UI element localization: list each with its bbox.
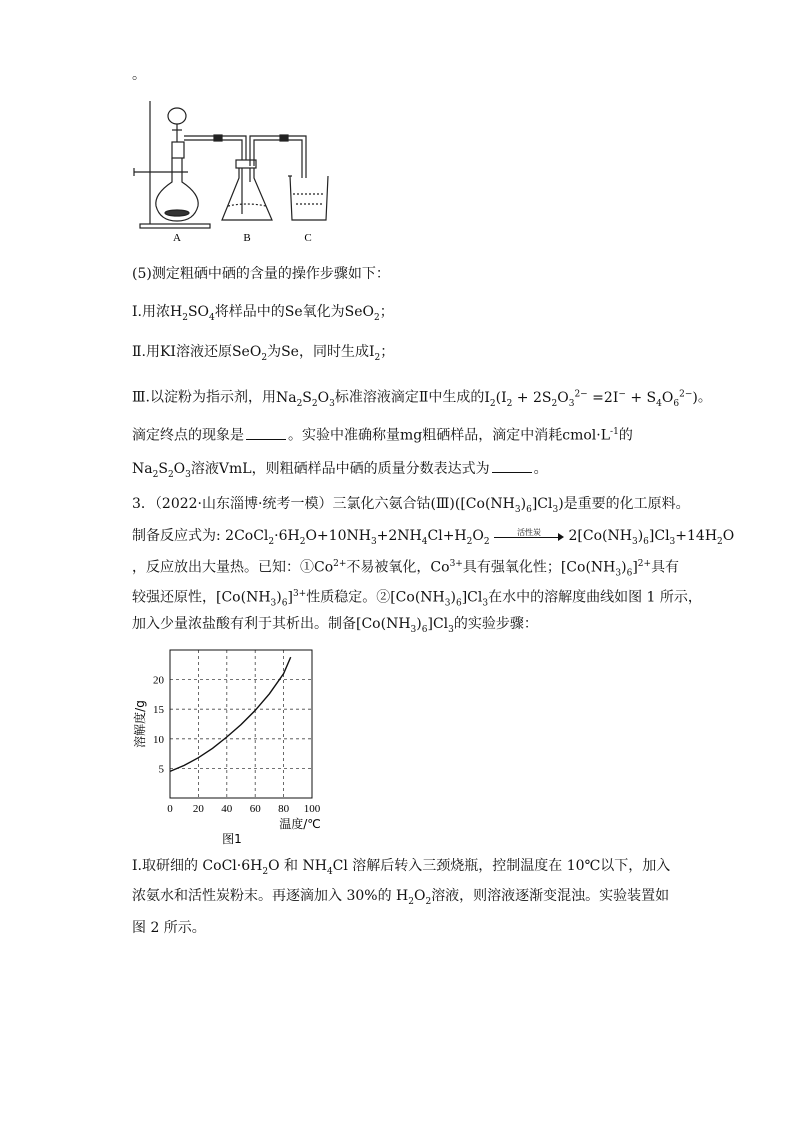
q3-step2: 浓氨水和活性炭粉末。再逐滴加入 30%的 $H_2O_2$溶液，则溶液逐渐变混浊。实验装置如	[132, 888, 670, 907]
q5-heading: (5)测定粗硒中硒的含量的操作步骤如下：	[132, 266, 390, 282]
answer-blank[interactable]	[492, 458, 532, 473]
label-a: A	[173, 232, 181, 244]
x-tick-label: 0	[167, 803, 173, 815]
q5-line5: $Na_2S_2O_3$溶液VmL，则粗硒样品中硒的质量分数表达式为 。	[132, 458, 548, 485]
x-tick-label: 60	[249, 803, 261, 815]
top-mark: 。	[132, 67, 146, 83]
solubility-curve	[170, 657, 291, 771]
label-c: C	[304, 232, 312, 244]
x-tick-label: 100	[303, 803, 321, 815]
q3-step3: 图 2 所示。	[132, 920, 206, 936]
x-tick-label: 80	[278, 803, 290, 815]
y-tick-label: 15	[153, 704, 164, 717]
q3-equation: 制备反应式为: $2CoCl_2\cdot 6H_2O+10NH_3+2NH_4Cl+H_2O_2$ 活性炭 $2[Co(NH_3)_6]Cl_3+14H_2O$	[132, 528, 735, 547]
q3-title: 3．（2022·山东淄博·统考一模）三氯化六氨合钴$(Ⅲ)([Co(NH_3)_6]Cl_3)$是重要的化工原料。	[132, 496, 690, 515]
x-tick-label: 20	[192, 803, 204, 815]
label-b: B	[243, 232, 251, 244]
figure-caption: 图1	[222, 832, 242, 846]
solubility-chart	[128, 640, 338, 846]
y-tick-label: 10	[153, 733, 164, 746]
q5-step3: Ⅲ.以淀粉为指示剂，用$Na_2S_2O_3$标准溶液滴定Ⅱ中生成的$I_2(I_2 + 2S_2O_3^{2-} =2I^- + S_4O_6^{2-})$。	[132, 389, 712, 409]
q5-step1: Ⅰ.用浓$H_2SO_4$将样品中的Se氧化为SeO$_2$；	[132, 304, 394, 323]
q3-step1: Ⅰ.取研细的 $CoCl\cdot 6H_2O$ 和 $NH_4Cl$ 溶解后转入三颈烧瓶，控制温度在 10℃以下，加入	[132, 858, 671, 877]
q5-step2: Ⅱ.用KI溶液还原SeO$_2$为Se，同时生成$I_2$；	[132, 344, 395, 363]
q3-para-1: ，反应放出大量热。已知：$①Co^{2+}$不易被氧化，$Co^{3+}$具有强氧化性；$[Co(NH_3)_6]^{2+}$具有	[132, 559, 680, 579]
q5-line4: 滴定终点的现象是 。实验中准确称量mg粗硒样品，滴定中消耗$cmol\cdot L^{-1}$的	[132, 422, 633, 446]
answer-blank[interactable]	[246, 425, 286, 440]
x-tick-label: 40	[221, 803, 233, 815]
apparatus-figure	[130, 96, 345, 246]
q3-para-2: 较强还原性，$[Co(NH_3)_6]^{3+}$性质稳定。$②[Co(NH_3)_6]Cl_3$在水中的溶解度曲线如图 1 所示，	[132, 589, 702, 609]
y-axis-label: 溶解度/g	[133, 700, 147, 748]
y-tick-label: 20	[153, 674, 164, 687]
reaction-arrow: 活性炭	[494, 529, 564, 543]
y-tick-label: 5	[158, 763, 164, 776]
q3-para-3: 加入少量浓盐酸有利于其析出。制备$[Co(NH_3)_6]Cl_3$的实验步骤：	[132, 616, 538, 635]
x-axis-label: 温度/℃	[279, 817, 321, 831]
